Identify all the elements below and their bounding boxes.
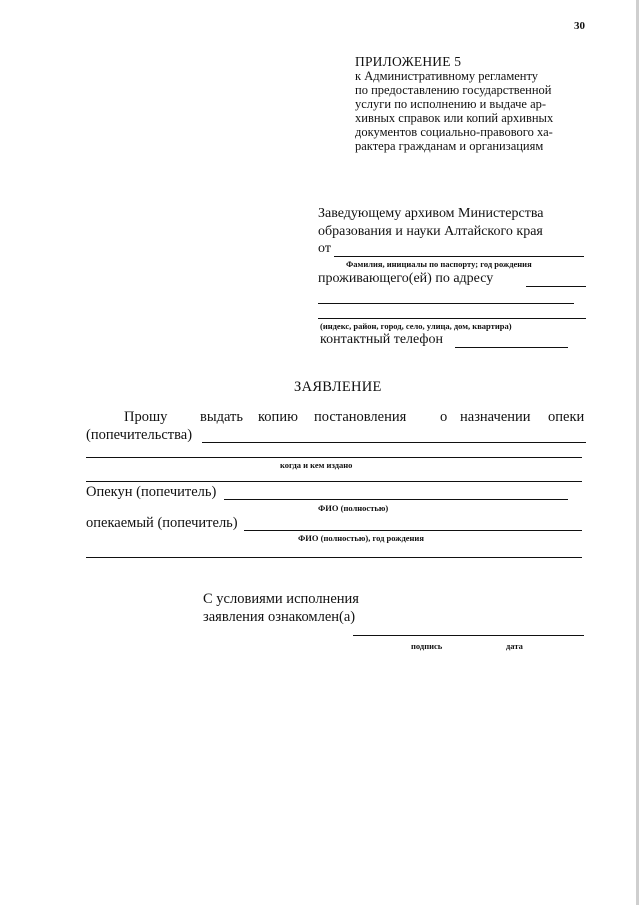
acknowledgement-line-1: С условиями исполнения xyxy=(203,591,359,607)
decree-field-2[interactable] xyxy=(86,457,582,458)
decree-field-1[interactable] xyxy=(202,442,586,443)
request-word: Прошу xyxy=(124,409,168,425)
appendix-line: хивных справок или копий архивных xyxy=(355,111,554,125)
applicant-name-field[interactable] xyxy=(334,256,584,257)
request-word: назначении xyxy=(460,409,531,425)
ward-label: опекаемый (попечитель) xyxy=(86,515,238,531)
request-word: о xyxy=(440,409,448,425)
guardianship-label: (попечительства) xyxy=(86,427,193,443)
appendix-line: документов социально-правового ха- xyxy=(355,125,553,139)
phone-label: контактный телефон xyxy=(320,332,443,347)
appendix-line: рактера гражданам и организациям xyxy=(355,139,544,153)
ward-extra-field[interactable] xyxy=(86,557,582,558)
addressee-line-2: образования и науки Алтайского края xyxy=(318,224,543,239)
date-caption: дата xyxy=(506,641,523,651)
addressee-line-1: Заведующему архивом Министерства xyxy=(318,206,544,221)
decree-field-3[interactable] xyxy=(86,481,582,482)
from-label: от xyxy=(318,241,331,256)
appendix-line: услуги по исполнению и выдаче ар- xyxy=(355,97,547,111)
signature-caption: подпись xyxy=(411,641,443,651)
ward-caption: ФИО (полностью), год рождения xyxy=(298,533,424,543)
address-caption: (индекс, район, город, село, улица, дом, квартира) xyxy=(320,321,512,331)
guardian-caption: ФИО (полностью) xyxy=(318,503,389,513)
acknowledgement-line-2: заявления ознакомлен(а) xyxy=(203,609,356,625)
appendix-line: к Административному регламенту xyxy=(355,69,539,83)
residing-label: проживающего(ей) по адресу xyxy=(318,271,494,286)
guardian-label: Опекун (попечитель) xyxy=(86,484,217,500)
request-word: копию xyxy=(258,409,298,425)
request-word: опеки xyxy=(548,409,585,425)
phone-field[interactable] xyxy=(455,347,568,348)
request-word: постановления xyxy=(314,409,407,425)
guardian-name-field[interactable] xyxy=(224,499,568,500)
ward-name-field[interactable] xyxy=(244,530,582,531)
address-field-3[interactable] xyxy=(318,318,586,319)
appendix-line: по предоставлению государственной xyxy=(355,83,552,97)
document-title: ЗАЯВЛЕНИЕ xyxy=(294,379,382,395)
signature-date-field[interactable] xyxy=(353,635,584,636)
appendix-heading: ПРИЛОЖЕНИЕ 5 xyxy=(355,54,462,69)
applicant-name-caption: Фамилия, инициалы по паспорту; год рождения xyxy=(346,259,532,269)
request-word: выдать xyxy=(200,409,243,425)
page-number: 30 xyxy=(574,20,585,32)
address-field-2[interactable] xyxy=(318,303,574,304)
address-field-1[interactable] xyxy=(526,286,586,287)
issued-caption: когда и кем издано xyxy=(280,460,353,470)
appendix-block xyxy=(355,55,553,153)
